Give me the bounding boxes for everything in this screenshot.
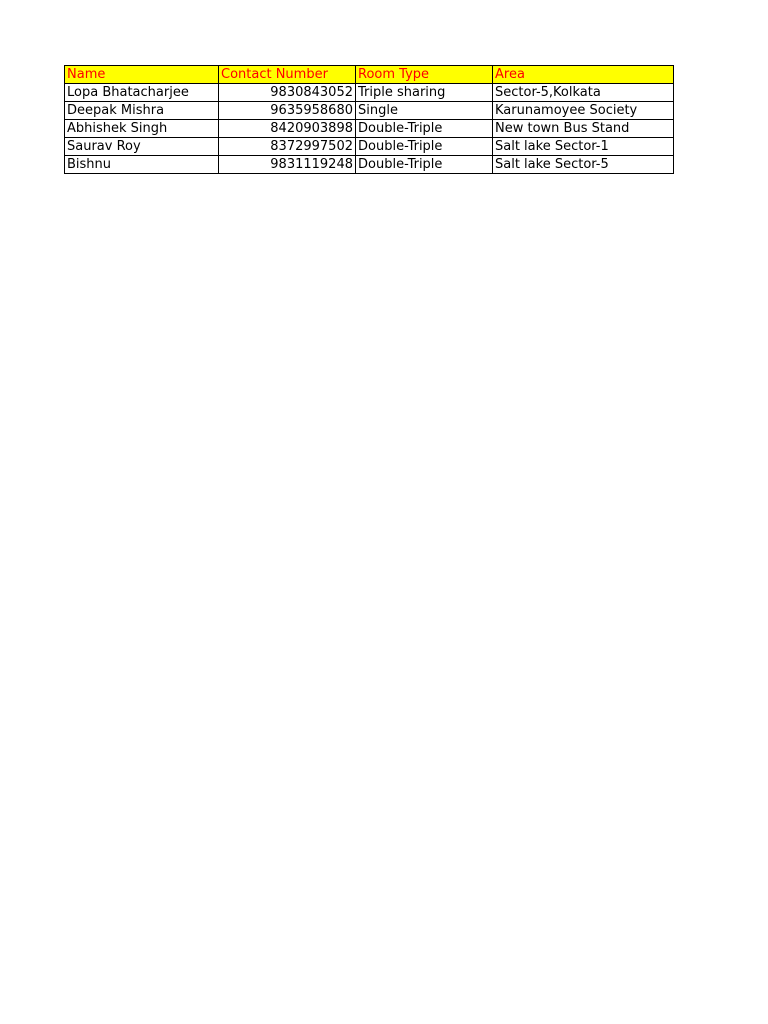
table-row: [65, 156, 674, 174]
cell-contact: 9635958680: [219, 102, 356, 120]
cell-room-type: Double-Triple: [356, 156, 493, 174]
cell-name: Abhishek Singh: [65, 120, 219, 138]
header-area: Area: [493, 66, 674, 84]
table-row: [65, 120, 674, 138]
header-room-type: Room Type: [356, 66, 493, 84]
cell-name: Lopa Bhatacharjee: [65, 84, 219, 102]
contacts-table: [64, 65, 674, 174]
cell-area: Karunamoyee Society: [493, 102, 674, 120]
header-contact-number: Contact Number: [219, 66, 356, 84]
cell-room-type: Single: [356, 102, 493, 120]
cell-area: Salt lake Sector-1: [493, 138, 674, 156]
cell-area: Salt lake Sector-5: [493, 156, 674, 174]
table-row: [65, 138, 674, 156]
cell-contact: 8372997502: [219, 138, 356, 156]
cell-area: New town Bus Stand: [493, 120, 674, 138]
cell-name: Bishnu: [65, 156, 219, 174]
table-row: [65, 102, 674, 120]
header-row: [65, 66, 674, 84]
cell-room-type: Double-Triple: [356, 138, 493, 156]
cell-name: Deepak Mishra: [65, 102, 219, 120]
cell-contact: 9830843052: [219, 84, 356, 102]
cell-contact: 8420903898: [219, 120, 356, 138]
cell-name: Saurav Roy: [65, 138, 219, 156]
cell-room-type: Triple sharing: [356, 84, 493, 102]
cell-contact: 9831119248: [219, 156, 356, 174]
cell-room-type: Double-Triple: [356, 120, 493, 138]
table-row: [65, 84, 674, 102]
cell-area: Sector-5,Kolkata: [493, 84, 674, 102]
header-name: Name: [65, 66, 219, 84]
